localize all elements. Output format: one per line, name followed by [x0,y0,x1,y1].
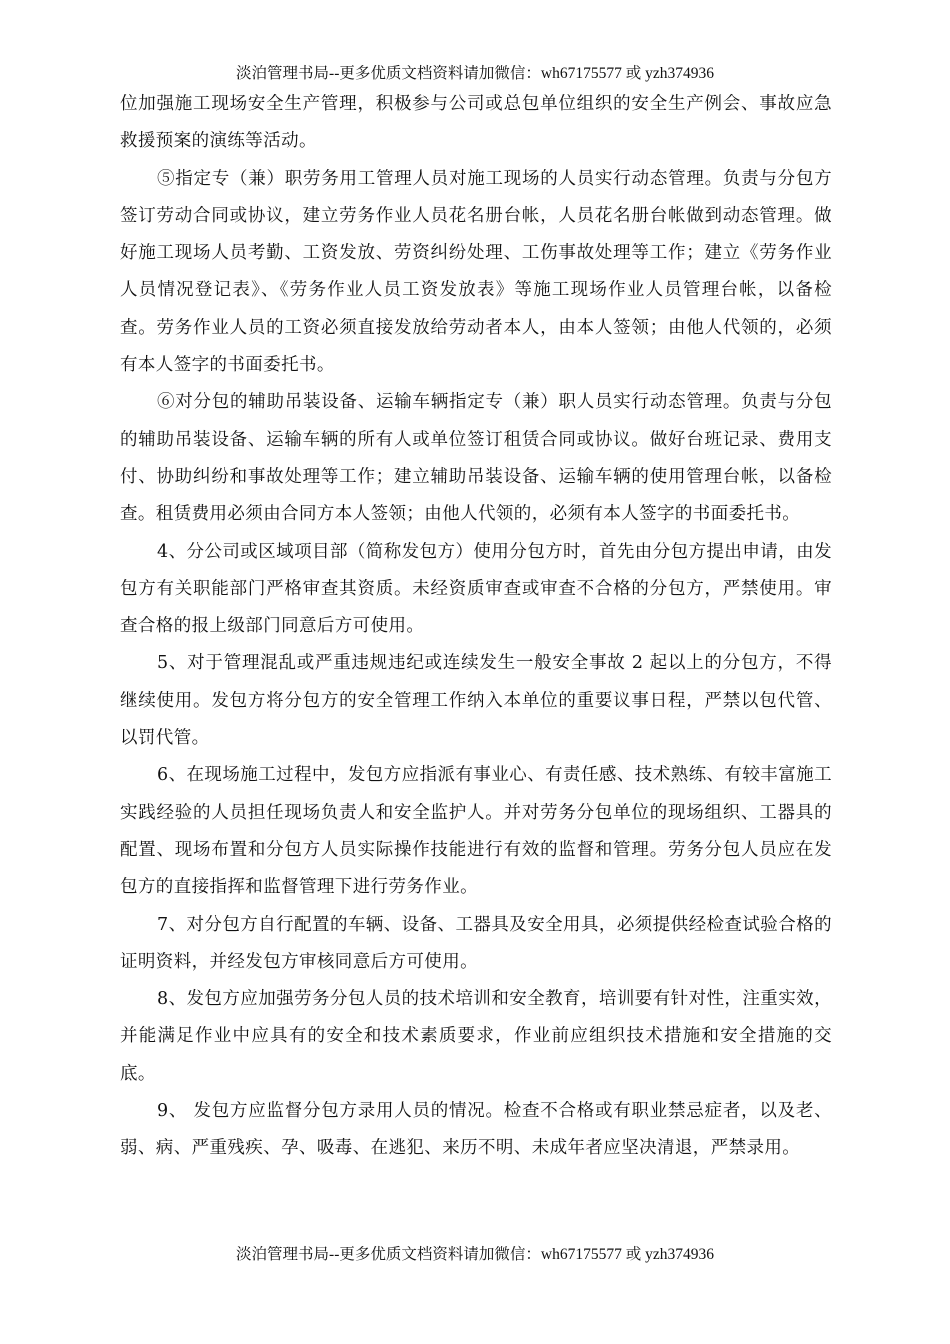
document-body [120,86,832,1168]
paragraph-item-6: ⑥对分包的辅助吊装设备、运输车辆指定专（兼）职人员实行动态管理。负责与分包的辅助吊装设备、运输车辆的所有人或单位签订租赁合同或协议。做好台班记录、费用支付、协助纠纷和事故处理等工作；建立辅助吊装设备、运输车辆的使用管理台帐，以备检查。租赁费用必须由合同方本人签领；由他人代领的，必须有本人签字的书面委托书。 [120,392,832,525]
paragraph-clause-5: 5、对于管理混乱或严重违规违纪或连续发生一般安全事故 2 起以上的分包方，不得继续使用。发包方将分包方的安全管理工作纳入本单位的重要议事日程，严禁以包代管、以罚代管。 [120,653,832,749]
paragraph-clause-6: 6、在现场施工过程中，发包方应指派有事业心、有责任感、技术熟练、有较丰富施工实践经验的人员担任现场负责人和安全监护人。并对劳务分包单位的现场组织、工器具的配置、现场布置和分包方人员实际操作技能进行有效的监督和管理。劳务分包人员应在发包方的直接指挥和监督管理下进行劳务作业。 [120,765,832,898]
page-header: 淡泊管理书局--更多优质文档资料请加微信：wh67175577 或 yzh374936 [236,65,714,82]
paragraph-clause-9: 9、 发包方应监督分包方录用人员的情况。检查不合格或有职业禁忌症者，以及老、弱、病、严重残疾、孕、吸毒、在逃犯、来历不明、未成年者应坚决清退，严禁录用。 [120,1101,832,1159]
paragraph-continuation: 位加强施工现场安全生产管理，积极参与公司或总包单位组织的安全生产例会、事故应急救援预案的演练等活动。 [120,94,832,152]
paragraph-clause-7: 7、对分包方自行配置的车辆、设备、工器具及安全用具，必须提供经检查试验合格的证明资料，并经发包方审核同意后方可使用。 [120,914,832,972]
paragraph-clause-4: 4、分公司或区域项目部（简称发包方）使用分包方时，首先由分包方提出申请，由发包方有关职能部门严格审查其资质。未经资质审查或审查不合格的分包方，严禁使用。审查合格的报上级部门同意后方可使用。 [120,541,832,637]
page-footer: 淡泊管理书局--更多优质文档资料请加微信：wh67175577 或 yzh374936 [236,1246,714,1263]
paragraph-item-5: ⑤指定专（兼）职劳务用工管理人员对施工现场的人员实行动态管理。负责与分包方签订劳动合同或协议，建立劳务作业人员花名册台帐，人员花名册台帐做到动态管理。做好施工现场人员考勤、工资发放、劳资纠纷处理、工伤事故处理等工作；建立《劳务作业人员情况登记表》、《劳务作业人员工资发放表》等施工现场作业人员管理台帐，以备检查。劳务作业人员的工资必须直接发放给劳动者本人，由本人签领；由他人代领的，必须有本人签字的书面委托书。 [120,168,832,376]
paragraph-clause-8: 8、发包方应加强劳务分包人员的技术培训和安全教育，培训要有针对性，注重实效，并能满足作业中应具有的安全和技术素质要求，作业前应组织技术措施和安全措施的交底。 [120,989,832,1084]
